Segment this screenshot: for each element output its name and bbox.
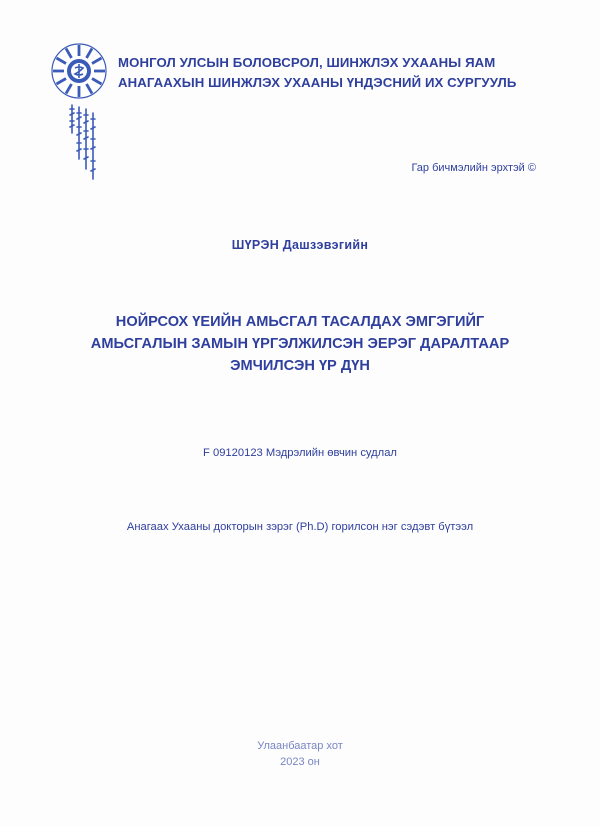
title-line-2: АМЬСГАЛЫН ЗАМЫН ҮРГЭЛЖИЛСЭН ЭЕРЭГ ДАРАЛТААР (90, 336, 510, 352)
university-emblem-icon (50, 42, 108, 100)
institution-header (118, 53, 588, 93)
dissertation-title (40, 311, 560, 377)
copyright-notice: Гар бичмэлийн эрхтэй © (411, 162, 536, 174)
year: 2023 он (280, 756, 320, 768)
author-name: ШҮРЭН Дашзэвэгийн (231, 238, 369, 252)
degree-statement: Анагаах Ухааны докторын зэрэг (Ph.D) горилсон нэг сэдэвт бүтээл (126, 521, 474, 533)
university-name: АНАГААХЫН ШИНЖЛЭХ УХААНЫ ҮНДЭСНИЙ ИХ СУРГУУЛЬ (118, 75, 517, 90)
ministry-name: МОНГОЛ УЛСЫН БОЛОВСРОЛ, ШИНЖЛЭХ УХААНЫ ЯАМ (118, 55, 496, 70)
title-line-3: ЭМЧИЛСЭН ҮР ДҮН (230, 358, 370, 374)
specialty-code: F 09120123 Мэдрэлийн өвчин судлал (203, 447, 397, 459)
mongolian-script-emblem-icon (66, 103, 100, 183)
city: Улаанбаатар хот (257, 740, 343, 752)
place-and-year (0, 738, 600, 770)
title-line-1: НОЙРСОХ ҮЕИЙН АМЬСГАЛ ТАСАЛДАХ ЭМГЭГИЙГ (115, 314, 485, 330)
